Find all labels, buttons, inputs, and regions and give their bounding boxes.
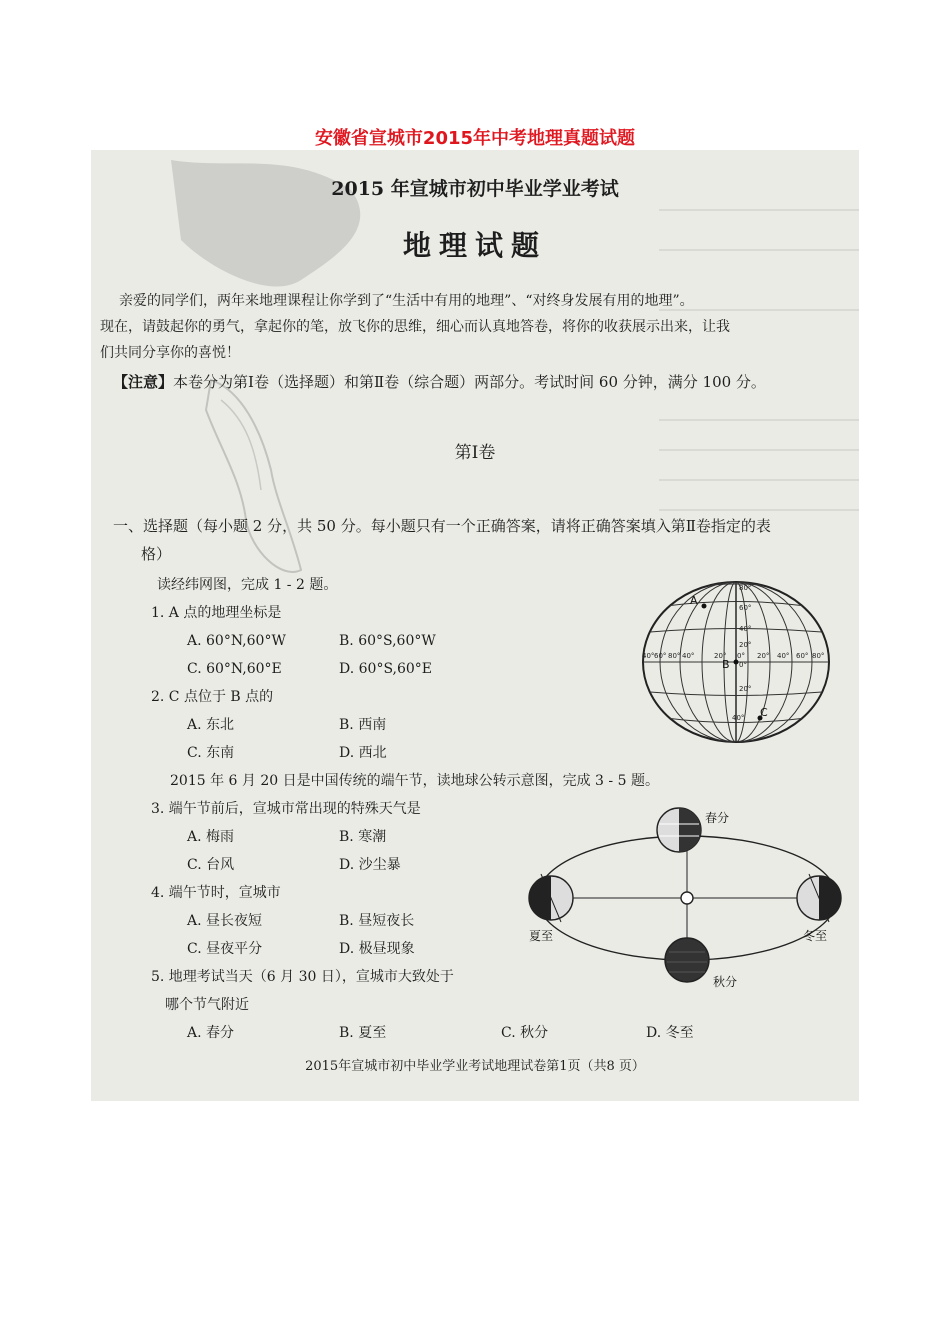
part-title-line1: 一、选择题（每小题 2 分，共 50 分。每小题只有一个正确答案，请将正确答案填入第Ⅱ卷指定的表 (113, 517, 771, 535)
lon-label: 40° (777, 652, 790, 660)
lat-label: 60° (739, 604, 752, 612)
lon-label: 60° (654, 652, 667, 660)
q3-option-d: D. 沙尘暴 (339, 857, 401, 873)
q1-stem: 1. A 点的地理坐标是 (151, 605, 282, 621)
q2-option-b: B. 西南 (339, 717, 387, 733)
lon-label: 40° (642, 652, 655, 660)
intro-line-2: 现在，请鼓起你的勇气，拿起你的笔，放飞你的思维，细心而认真地答卷，将你的收获展示出来，让我 (100, 319, 730, 335)
q5-option-d: D. 冬至 (646, 1025, 694, 1041)
orbit-label-summer: 夏至 (529, 929, 554, 943)
lon-label: 20° (714, 652, 727, 660)
notice-text: 本卷分为第Ⅰ卷（选择题）和第Ⅱ卷（综合题）两部分。考试时间 60 分钟，满分 100 分。 (173, 373, 766, 391)
q5-option-b: B. 夏至 (339, 1025, 387, 1041)
lon-label: 0° (737, 652, 745, 660)
q1-option-d: D. 60°S,60°E (339, 661, 433, 677)
q2-stem: 2. C 点位于 B 点的 (151, 689, 274, 705)
section-title: 第Ⅰ卷 (454, 443, 496, 463)
exam-subject-title: 地理试题 (402, 229, 547, 262)
q3-option-b: B. 寒潮 (339, 829, 387, 845)
earth-winter-solstice (797, 874, 841, 922)
lon-label: 60° (796, 652, 809, 660)
lat-label: 20° (739, 641, 752, 649)
instruction-2: 2015 年 6 月 20 日是中国传统的端午节，读地球公转示意图，完成 3 - 5 题。 (170, 773, 659, 789)
q1-option-a: A. 60°N,60°W (187, 633, 286, 649)
scanned-exam-page (91, 150, 859, 1101)
point-c-label: C (760, 706, 768, 719)
earth-spring-equinox (657, 808, 701, 852)
q4-option-c: C. 昼夜平分 (187, 941, 263, 957)
notice-line (113, 372, 766, 393)
q4-stem: 4. 端午节时，宣城市 (151, 885, 281, 901)
point-b-label: B (722, 658, 730, 671)
q1-option-b: B. 60°S,60°W (339, 633, 436, 649)
orbit-label-autumn: 秋分 (713, 975, 738, 989)
lat-label: 0° (739, 661, 747, 669)
intro-line-3: 们共同分享你的喜悦！ (100, 345, 240, 361)
point-a-label: A (690, 594, 698, 607)
lon-label: 80° (668, 652, 681, 660)
orbit-label-winter: 冬至 (803, 929, 828, 943)
q3-option-a: A. 梅雨 (187, 829, 235, 845)
lon-label: 80° (812, 652, 825, 660)
notice-label: 【注意】 (113, 373, 174, 391)
part-title-line2: 格） (141, 545, 172, 563)
page-footer: 2015年宣城市初中毕业学业考试地理试卷第1页（共8 页） (305, 1059, 645, 1074)
q5-option-a: A. 春分 (187, 1025, 235, 1041)
earth-revolution-diagram (519, 802, 849, 992)
q3-stem: 3. 端午节前后，宣城市常出现的特殊天气是 (151, 801, 421, 817)
point-a (702, 604, 707, 609)
lat-label: 20° (739, 685, 752, 693)
q5-stem-line2: 哪个节气附近 (165, 997, 249, 1013)
q3-option-c: C. 台风 (187, 857, 235, 873)
globe-graticule-diagram (636, 570, 836, 750)
exam-header: 2015 年宣城市初中毕业学业考试 (331, 178, 619, 200)
orbit-label-spring: 春分 (705, 811, 730, 825)
q4-option-d: D. 极昼现象 (339, 941, 415, 957)
q4-option-b: B. 昼短夜长 (339, 913, 415, 929)
q2-option-d: D. 西北 (339, 745, 387, 761)
q4-option-a: A. 昼长夜短 (187, 913, 263, 929)
lat-label: 80° (739, 584, 752, 592)
q2-option-c: C. 东南 (187, 745, 235, 761)
lat-label: 40° (739, 625, 752, 633)
intro-line-1: 亲爱的同学们，两年来地理课程让你学到了“生活中有用的地理”、“对终身发展有用的地理”。 (119, 293, 694, 309)
earth-summer-solstice (529, 874, 573, 922)
lon-label: 20° (757, 652, 770, 660)
lat-label: 40° (732, 714, 745, 722)
document-title: 安徽省宣城市2015年中考地理真题试题 (314, 128, 636, 149)
q2-option-a: A. 东北 (187, 717, 235, 733)
lon-label: 40° (682, 652, 695, 660)
point-b (734, 660, 739, 665)
q5-stem-line1: 5. 地理考试当天（6 月 30 日），宣城市大致处于 (151, 969, 454, 985)
q1-option-c: C. 60°N,60°E (187, 661, 282, 677)
earth-autumn-equinox (665, 938, 709, 982)
q5-option-c: C. 秋分 (501, 1025, 549, 1041)
instruction-1: 读经纬网图，完成 1 - 2 题。 (157, 577, 338, 593)
